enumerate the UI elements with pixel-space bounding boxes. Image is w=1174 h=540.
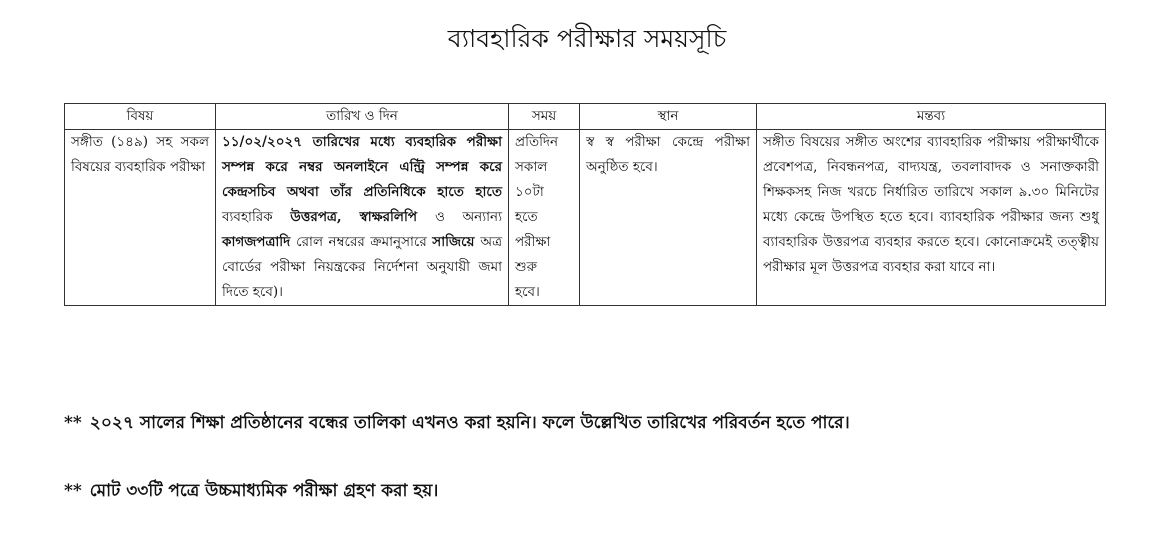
footnote-text: ২০২৭ সালের শিক্ষা প্রতিষ্ঠানের বন্ধের তালিকা এখনও করা হয়নি। ফলে উল্লেখিত তারিখের পরিবর্তন হতে পারে। xyxy=(89,413,850,433)
time-line: পরীক্ষা xyxy=(515,234,551,250)
time-line: ১০টা xyxy=(515,184,544,200)
page-title: ব্যাবহারিক পরীক্ষার সময়সূচি xyxy=(447,24,727,53)
date-part-1: ১১/০২/২০২৭ তারিখের মধ্যে ব্যবহারিক পরীক্ষা সম্পন্ন করে নম্বর অনলাইনে এন্ট্রি সম্পন্ন করে কেন্দ্রসচিব অথবা তাঁর প্রতিনিধিকে হাতে হাতে xyxy=(222,134,502,200)
date-part-5: কাগজপত্রাদি xyxy=(222,234,297,250)
footnote-mark: ** xyxy=(64,413,82,433)
time-line: হবে। xyxy=(515,284,540,300)
time-line: হতে xyxy=(515,209,538,225)
header-place: স্থান xyxy=(580,104,757,130)
header-time: সময় xyxy=(509,104,580,130)
date-part-7: সাজিয়ে xyxy=(432,234,481,250)
footnote-holiday xyxy=(64,410,850,436)
footnote-mark: ** xyxy=(64,481,82,501)
time-line: প্রতিদিন xyxy=(515,134,559,150)
cell-time xyxy=(509,130,580,306)
date-part-8: অত্র বোর্ডের পরীক্ষা নিয়ন্ত্রকের নির্দেশনা অনুযায়ী জমা দিতে হবে)। xyxy=(222,234,502,300)
footnote-papers xyxy=(64,478,438,504)
date-part-6: রোল নম্বরের ক্রমানুসারে xyxy=(296,234,433,250)
time-line: শুরু xyxy=(515,259,537,275)
schedule-table xyxy=(64,103,1106,306)
table-row xyxy=(65,130,1106,306)
footnote-text: মোট ৩৩টি পত্রে উচ্চমাধ্যমিক পরীক্ষা গ্রহণ করা হয়। xyxy=(89,481,439,501)
time-line: সকাল xyxy=(515,159,548,175)
header-remarks: মন্তব্য xyxy=(757,104,1106,130)
cell-place: স্ব স্ব পরীক্ষা কেন্দ্রে পরীক্ষা অনুষ্ঠিত হবে। xyxy=(580,130,757,306)
cell-date xyxy=(216,130,509,306)
cell-remarks: সঙ্গীত বিষয়ের সঙ্গীত অংশের ব্যাবহারিক পরীক্ষায় পরীক্ষার্থীকে প্রবেশপত্র, নিবন্ধনপত্র, বাদ্যযন্ত্র, তবলাবাদক ও সনাক্তকারী শিক্ষকসহ নিজ খরচে নির্ধারিত তারিখে সকাল ৯.৩০ মিনিটের মধ্যে কেন্দ্রে উপস্থিত হতে হবে। ব্যাবহারিক পরীক্ষার জন্য শুধু ব্যাবহারিক উত্তরপত্র ব্যবহার করতে হবে। কোনোক্রমেই তত্ত্বীয় পরীক্ষার মূল উত্তরপত্র ব্যবহার করা যাবে না। xyxy=(757,130,1106,306)
table-header-row xyxy=(65,104,1106,130)
header-subject: বিষয় xyxy=(65,104,216,130)
date-part-4: ও অন্যান্য xyxy=(434,209,502,225)
cell-subject: সঙ্গীত (১৪৯) সহ সকল বিষয়ের ব্যবহারিক পরীক্ষা xyxy=(65,130,216,306)
date-part-3: উত্তরপত্র, স্বাক্ষরলিপি xyxy=(290,209,435,225)
date-part-2: ব্যবহারিক xyxy=(222,209,291,225)
header-date: তারিখ ও দিন xyxy=(216,104,509,130)
